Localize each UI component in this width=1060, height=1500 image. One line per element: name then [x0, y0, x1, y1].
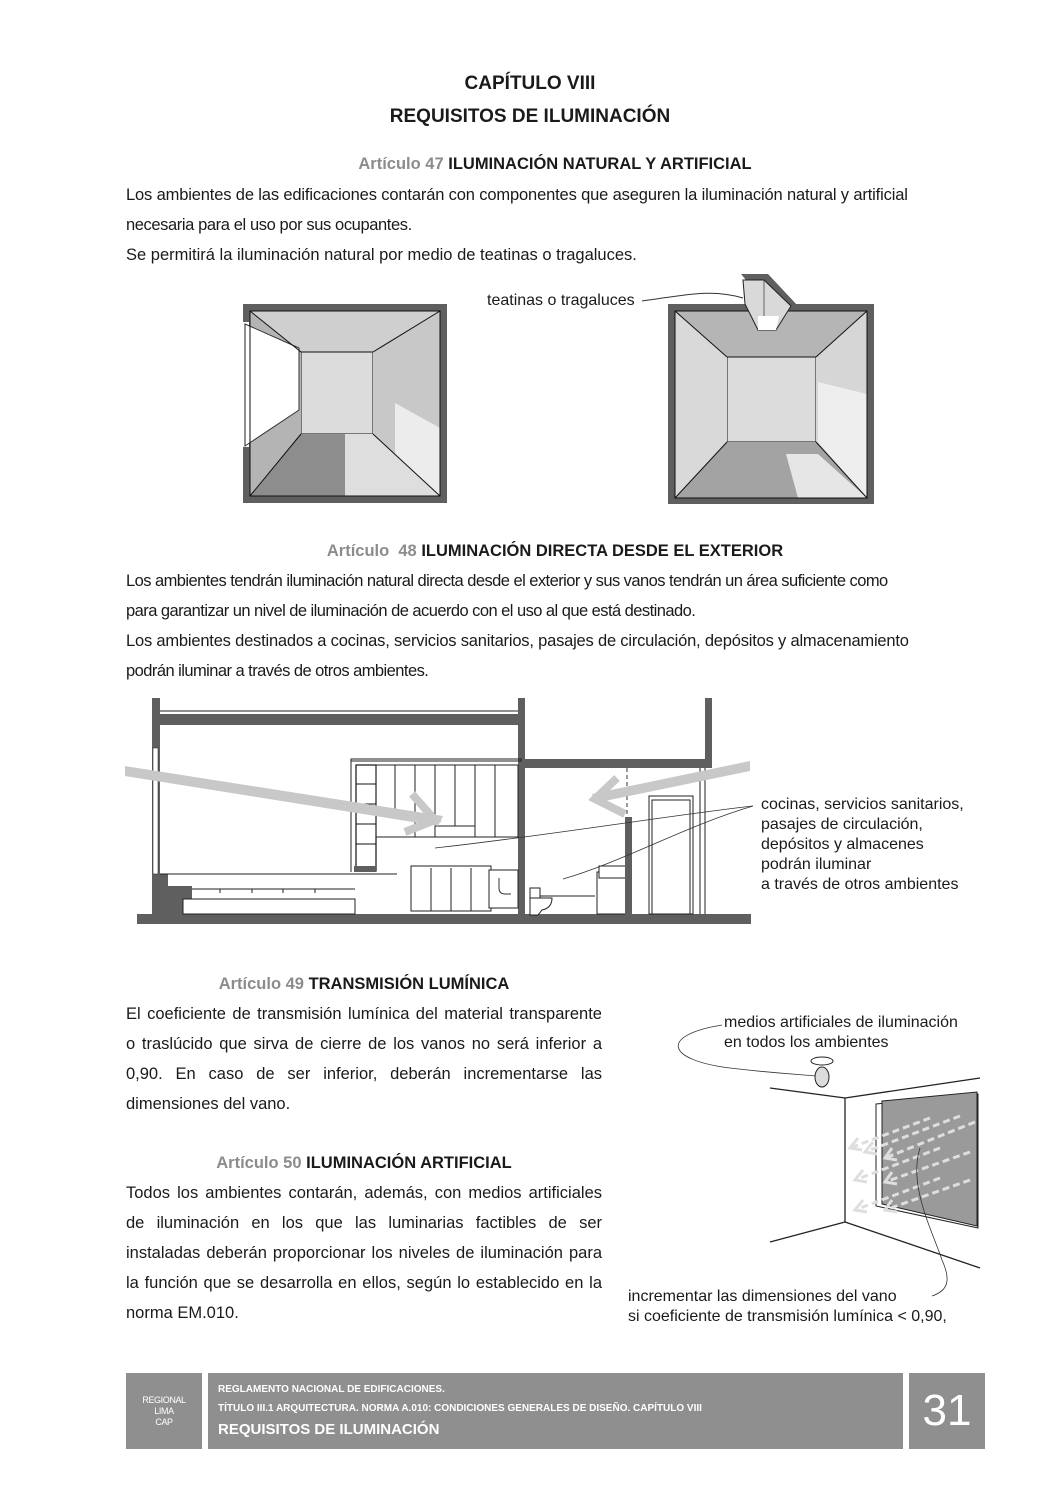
article-50-body: Todos los ambientes contarán, además, con medios artificiales de iluminación en los que las luminarias factibles de ser instaladas deberán proporcionar los niveles de iluminación para la función que se desarrolla en ellos, según lo establecido en la norma EM.010.	[126, 1184, 602, 1322]
footer-publisher-line: REGIONAL	[142, 1394, 186, 1405]
paragraph-line: Los ambientes de las edificaciones contarán con componentes que aseguren la iluminación natural y artificial	[126, 186, 908, 204]
article-48-label: Artículo 48	[326, 542, 417, 560]
footer-publisher-line: CAP	[155, 1416, 173, 1427]
paragraph-line: Los ambientes destinados a cocinas, servicios sanitarios, pasajes de circulación, depósitos y almacenamiento	[126, 632, 909, 650]
footer-regulation-name: REGLAMENTO NACIONAL DE EDIFICACIONES.	[218, 1384, 445, 1395]
paragraph-line: podrán iluminar a través de otros ambientes.	[126, 662, 429, 680]
article-47-title: ILUMINACIÓN NATURAL Y ARTIFICIAL	[448, 155, 752, 173]
article-48-body	[126, 566, 996, 686]
skylight-label: teatinas o tragaluces	[487, 292, 635, 309]
paragraph-line: necesaria para el uso por sus ocupantes.	[126, 216, 412, 234]
article-50-label: Artículo 50	[216, 1154, 302, 1172]
chapter-number: CAPÍTULO VIII	[464, 73, 596, 94]
article-49-title: TRANSMISIÓN LUMÍNICA	[308, 975, 510, 993]
label-line: podrán iluminar	[761, 856, 872, 873]
article-50-title: ILUMINACIÓN ARTIFICIAL	[306, 1154, 512, 1172]
label-line: cocinas, servicios sanitarios,	[761, 796, 964, 813]
label-line: a través de otros ambientes	[761, 876, 959, 893]
article-47-heading	[0, 155, 1060, 174]
paragraph-line: para garantizar un nivel de iluminación de acuerdo con el uso al que está destinado.	[126, 602, 696, 620]
article-47-label: Artículo 47	[358, 155, 444, 173]
room-skylight-figure	[668, 272, 878, 507]
page-number: 31	[909, 1373, 985, 1449]
section-label	[761, 795, 964, 895]
transmission-label	[628, 1287, 947, 1327]
footer-chapter-title: REQUISITOS DE ILUMINACIÓN	[218, 1421, 440, 1438]
window-transmission-figure	[670, 1020, 990, 1320]
footer-title-box	[208, 1373, 903, 1449]
footer-publisher-line: LIMA	[154, 1405, 174, 1416]
label-line: pasajes de circulación,	[761, 816, 923, 833]
building-section-figure	[125, 696, 755, 932]
label-line: si coeficiente de transmisión lumínica < 0,90,	[628, 1308, 947, 1325]
chapter-title: REQUISITOS DE ILUMINACIÓN	[389, 106, 671, 127]
label-line: medios artificiales de iluminación	[724, 1014, 958, 1031]
article-48-heading	[0, 542, 1060, 561]
paragraph-line: Los ambientes tendrán iluminación natural directa desde el exterior y sus vanos tendrán un área suficiente como	[126, 572, 888, 590]
label-line: depósitos y almacenes	[761, 836, 924, 853]
article-50-heading	[126, 1154, 602, 1173]
article-48-title: ILUMINACIÓN DIRECTA DESDE EL EXTERIOR	[421, 542, 784, 560]
room-window-figure	[243, 304, 448, 504]
footer-publisher-box	[126, 1373, 202, 1449]
article-49-heading	[126, 975, 602, 994]
label-line: en todos los ambientes	[724, 1034, 889, 1051]
article-49-body: El coeficiente de transmisión lumínica del material transparente o traslúcido que sirva de cierre de los vanos no será inferior a 0,90. En caso de ser inferior, deberán incrementarse las dimensiones del vano.	[126, 1005, 602, 1113]
paragraph-line: Se permitirá la iluminación natural por medio de teatinas o tragaluces.	[126, 246, 637, 264]
article-47-body	[126, 180, 996, 270]
footer-section-path: TÍTULO III.1 ARQUITECTURA. NORMA A.010: CONDICIONES GENERALES DE DISEÑO. CAPÍTULO VIII	[218, 1403, 702, 1414]
label-line: incrementar las dimensiones del vano	[628, 1288, 897, 1305]
article-49-label: Artículo 49	[218, 975, 304, 993]
